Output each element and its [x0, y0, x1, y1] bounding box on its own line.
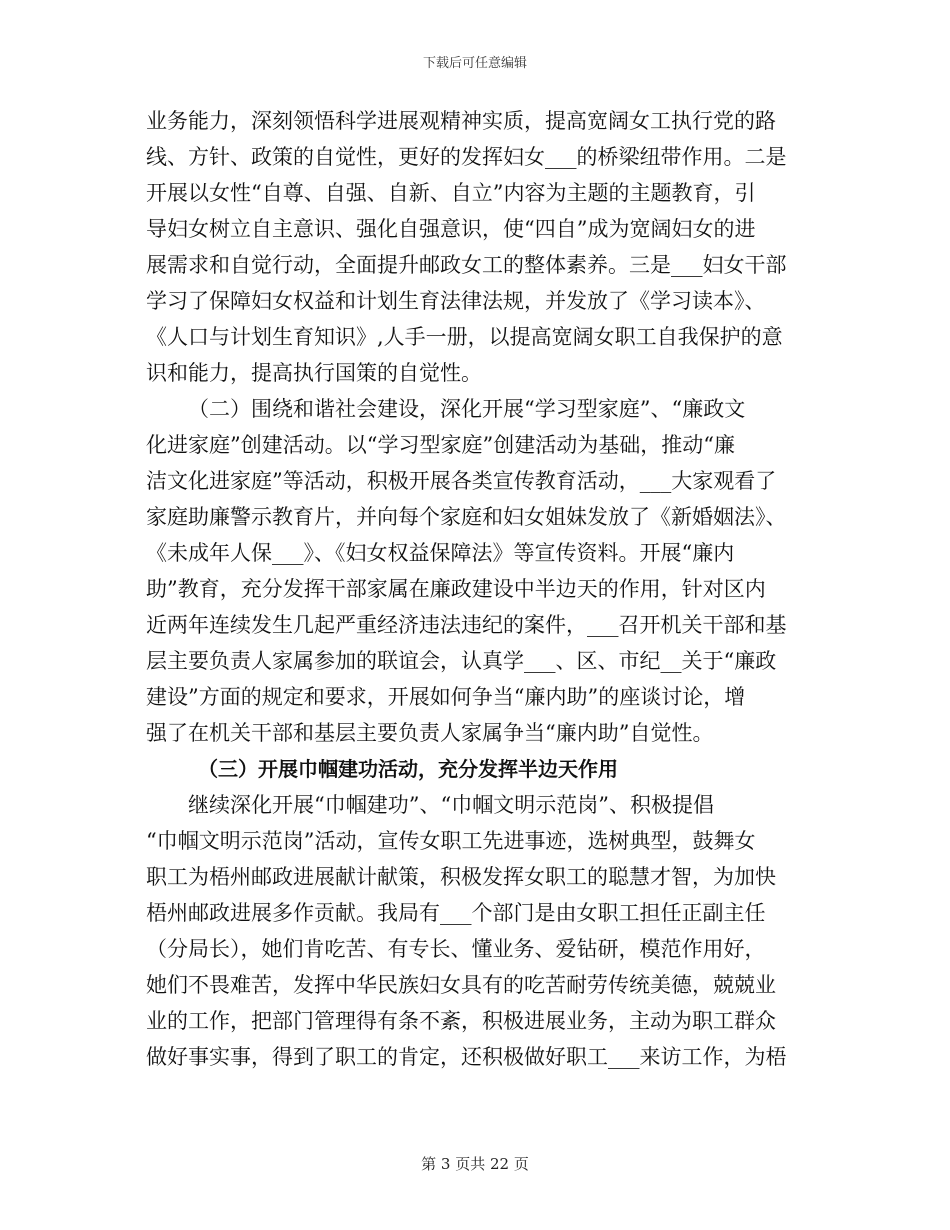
section-heading: （三）开展巾帼建功活动，充分发挥半边天作用	[198, 757, 618, 781]
page-header: 下载后可任意编辑	[422, 56, 527, 71]
text-line: 化进家庭”创建活动。以“学习型家庭”创建活动为基础，推动“廉	[146, 433, 735, 457]
document-body	[146, 103, 806, 1075]
text-line: 业务能力，深刻领悟科学进展观精神实质，提高宽阔女工执行党的路	[146, 109, 776, 133]
text-line: 助”教育，充分发挥干部家属在廉政建设中半边天的作用，针对区内	[146, 577, 766, 601]
text-line: 她们不畏难苦，发挥中华民族妇女具有的吃苦耐劳传统美德，兢兢业	[146, 973, 776, 997]
page-footer: 第 3 页共 22 页	[421, 1155, 529, 1173]
paragraph-2	[146, 391, 806, 751]
text-line: 《未成年人保___》、《妇女权益保障法》等宣传资料。开展“廉内	[146, 541, 735, 565]
text-line: 线、方针、政策的自觉性，更好的发挥妇女___的桥梁纽带作用。二是	[146, 145, 787, 169]
text-line: 业的工作，把部门管理得有条不紊，积极进展业务，主动为职工群众	[146, 1009, 776, 1033]
text-line: 做好事实事，得到了职工的肯定，还积极做好职工___来访工作，为梧	[146, 1045, 787, 1069]
text-line: 建设”方面的规定和要求，开展如何争当“廉内助”的座谈讨论，增	[146, 685, 746, 709]
text-line: 继续深化开展“巾帼建功”、“巾帼文明示范岗”、积极提倡	[188, 793, 714, 817]
text-line: 识和能力，提高执行国策的自觉性。	[146, 361, 482, 385]
text-line: 层主要负责人家属参加的联谊会，认真学___、区、市纪__关于“廉政	[146, 649, 777, 673]
text-line: 强了在机关干部和基层主要负责人家属争当“廉内助”自觉性。	[146, 721, 714, 745]
text-line: （二）围绕和谐社会建设，深化开展“学习型家庭”、“廉政文	[188, 397, 746, 421]
text-line: “巾帼文明示范岗”活动，宣传女职工先进事迹，选树典型，鼓舞女	[146, 829, 756, 853]
text-line: 展需求和自觉行动，全面提升邮政女工的整体素养。三是___妇女干部	[146, 253, 787, 277]
paragraph-3	[146, 787, 806, 1075]
text-line: 导妇女树立自主意识、强化自强意识，使“四自”成为宽阔妇女的进	[146, 217, 756, 241]
text-line: 开展以女性“自尊、自强、自新、自立”内容为主题的主题教育，引	[146, 181, 756, 205]
text-line: 梧州邮政进展多作贡献。我局有___个部门是由女职工担任正副主任	[146, 901, 766, 925]
text-line: 学习了保障妇女权益和计划生育法律法规，并发放了《学习读本》、	[146, 289, 766, 313]
text-line: 洁文化进家庭”等活动，积极开展各类宣传教育活动，___大家观看了	[146, 469, 777, 493]
paragraph-1	[146, 103, 806, 391]
text-line: 家庭助廉警示教育片，并向每个家庭和妇女姐妹发放了《新婚姻法》、	[146, 505, 787, 529]
text-line: （分局长），她们肯吃苦、有专长、懂业务、爱钻研，模范作用好，	[146, 937, 766, 961]
text-line: 《人口与计划生育知识》,人手一册，以提高宽阔女职工自我保护的意	[146, 325, 783, 349]
text-line: 职工为梧州邮政进展献计献策，积极发挥女职工的聪慧才智，为加快	[146, 865, 776, 889]
text-line: 近两年连续发生几起严重经济违法违纪的案件，___召开机关干部和基	[146, 613, 787, 637]
